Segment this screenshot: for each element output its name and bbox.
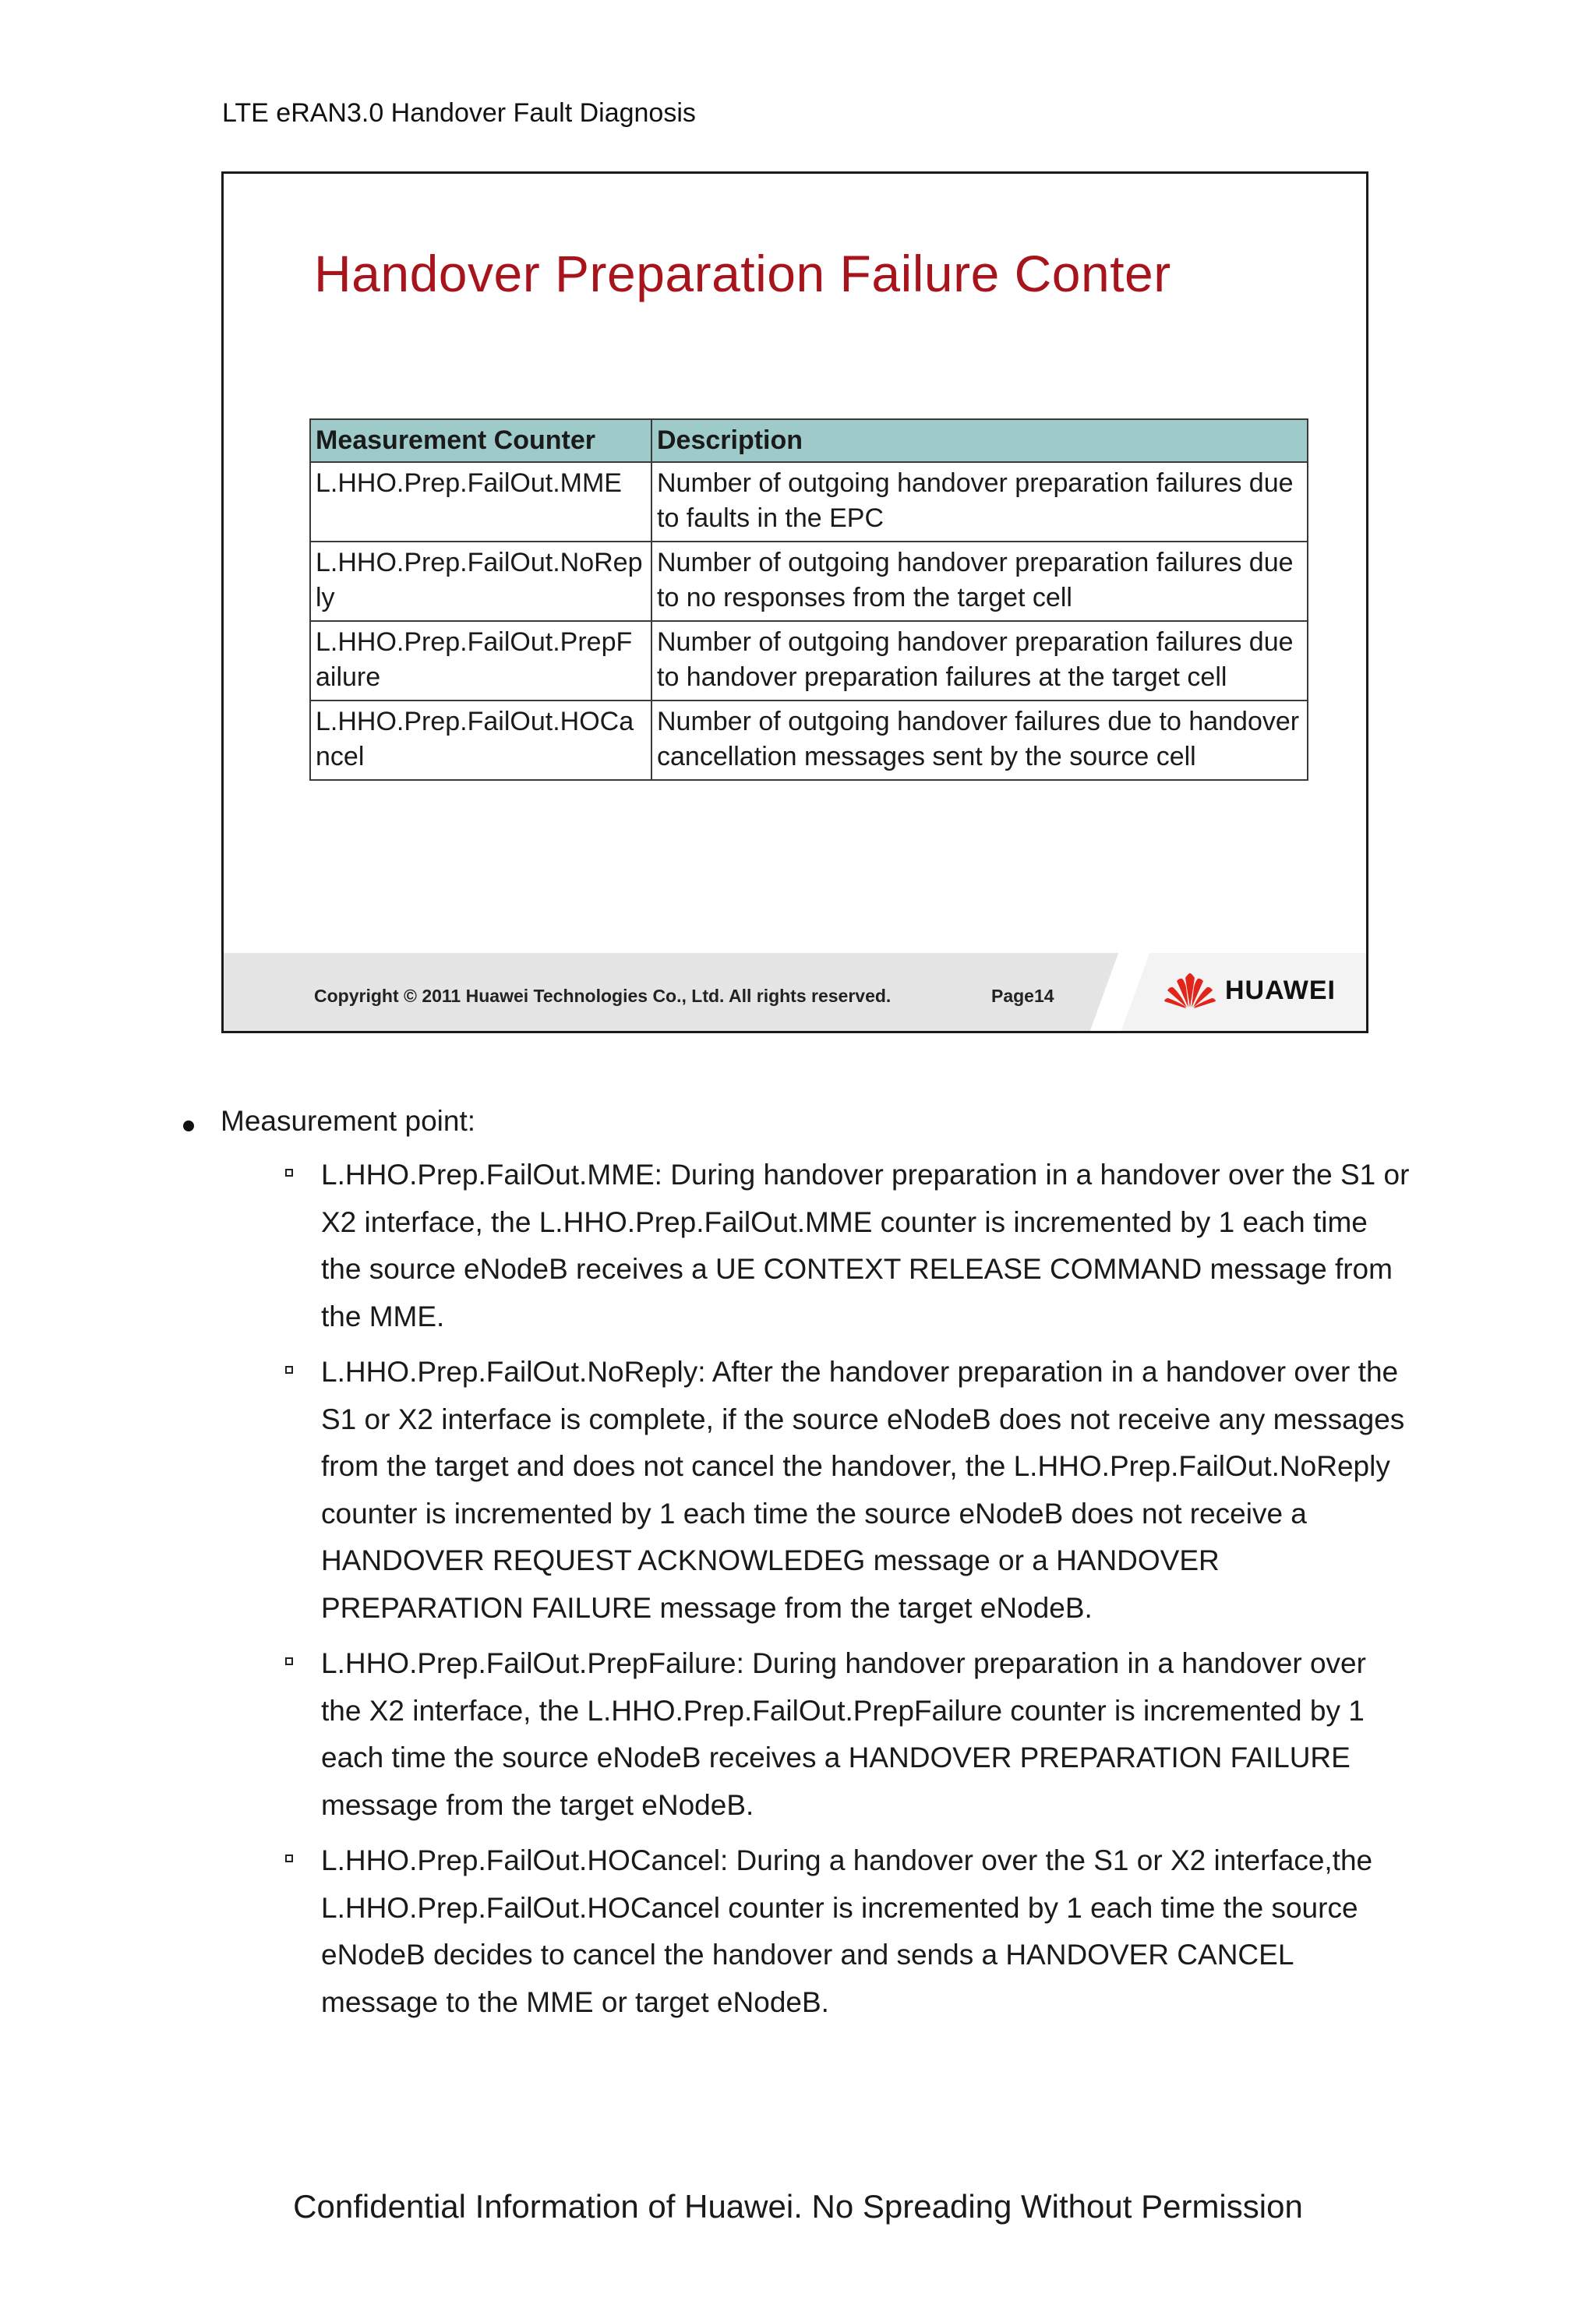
header-description: Description [651,419,1308,462]
counter-description: Number of outgoing handover preparation failures due to faults in the EPC [651,462,1308,542]
list-item-text: L.HHO.Prep.FailOut.PrepFailure: During handover preparation in a handover over the X2 interface, the L.HHO.Prep.FailOut.PrepFailure counter is incremented by 1 each time the source eNodeB receives a HANDOVER PREPARATION FAILURE message from the target eNodeB. [321,1647,1366,1821]
page-number: Page14 [991,986,1054,1006]
counter-description: Number of outgoing handover preparation failures due to no responses from the target cell [651,542,1308,621]
measurement-list [0,1152,1596,2035]
slide-title: Handover Preparation Failure Conter [314,245,1171,302]
table-row [310,542,1308,621]
slide-image [221,171,1368,1033]
table-row [310,462,1308,542]
counter-table [309,418,1308,781]
square-bullet-icon [285,1169,293,1177]
slide-footer [224,953,1366,1031]
list-item [0,1349,1596,1632]
table-header-row [310,419,1308,462]
document-header: LTE eRAN3.0 Handover Fault Diagnosis [222,98,696,128]
list-item [0,1152,1596,1340]
confidential-notice: Confidential Information of Huawei. No Spreading Without Permission [293,2188,1303,2225]
table-row [310,701,1308,780]
bullet-icon [183,1121,194,1131]
huawei-petal-logo-icon [1163,972,1217,1009]
copyright-text: Copyright © 2011 Huawei Technologies Co., Ltd. All rights reserved. [314,986,892,1006]
list-item [0,1837,1596,2026]
counter-name: L.HHO.Prep.FailOut.NoReply [310,542,651,621]
list-item [0,1640,1596,1829]
list-item-text: L.HHO.Prep.FailOut.MME: During handover preparation in a handover over the S1 or X2 interface, the L.HHO.Prep.FailOut.MME counter is incremented by 1 each time the source eNodeB receives a UE CONTEXT RELEASE COMMAND message from the MME. [321,1159,1410,1332]
counter-description: Number of outgoing handover preparation failures due to handover preparation failures at the target cell [651,621,1308,701]
counter-name: L.HHO.Prep.FailOut.HOCancel [310,701,651,780]
square-bullet-icon [285,1366,293,1374]
list-item-text: L.HHO.Prep.FailOut.HOCancel: During a handover over the S1 or X2 interface,the L.HHO.Prep.FailOut.HOCancel counter is incremented by 1 each time the source eNodeB decides to cancel the handover and sends a HANDOVER CANCEL message to the MME or target eNodeB. [321,1844,1373,2018]
header-measurement-counter: Measurement Counter [310,419,651,462]
counter-name: L.HHO.Prep.FailOut.PrepFailure [310,621,651,701]
counter-name: L.HHO.Prep.FailOut.MME [310,462,651,542]
list-item-text: L.HHO.Prep.FailOut.NoReply: After the handover preparation in a handover over the S1 or X2 interface is complete, if the source eNodeB does not receive any messages from the target and does not cancel the handover, the L.HHO.Prep.FailOut.NoReply counter is incremented by 1 each time the source eNodeB does not receive a HANDOVER REQUEST ACKNOWLEDEG message or a HANDOVER PREPARATION FAILURE message from the target eNodeB. [321,1356,1405,1624]
square-bullet-icon [285,1855,293,1862]
measurement-heading: Measurement point: [221,1105,476,1137]
square-bullet-icon [285,1657,293,1665]
huawei-logo [1163,972,1336,1009]
counter-description: Number of outgoing handover failures due to handover cancellation messages sent by the source cell [651,701,1308,780]
logo-text: HUAWEI [1225,975,1336,1005]
table-row [310,621,1308,701]
